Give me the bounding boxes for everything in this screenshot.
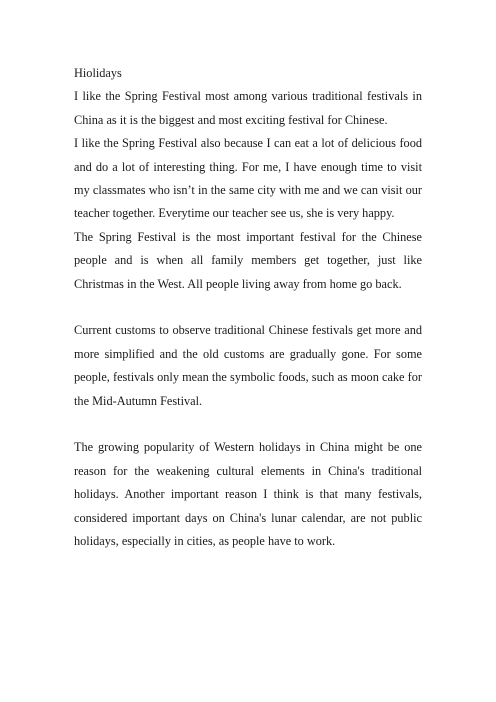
paragraph-current-customs: Current customs to observe traditional Chinese festivals get more and more simplified and the old customs are gradually gone. For some people, festivals only mean the symbolic foods, such as moon cake for the Mid-Autumn Festival. [74,323,422,408]
paragraph-family-reunion: The Spring Festival is the most important festival for the Chinese people and is when all family members get together, just like Christmas in the West. All people living away from home go back. [74,229,422,291]
paragraph-spring-festival-favorite: I like the Spring Festival most among various traditional festivals in China as it is the biggest and most exciting festival for Chinese. [74,89,422,127]
paragraph-spacer [74,413,422,436]
paragraph-food-and-visits: I like the Spring Festival also because I can eat a lot of delicious food and do a lot of interesting thing. For me, I have enough time to visit my classmates who isn’t in the same city with me and we can visit our teacher together. Everytime our teacher see us, she is very happy. [74,136,422,221]
paragraph-western-holidays: The growing popularity of Western holidays in China might be one reason for the weakening cultural elements in China's traditional holidays. Another important reason I think is that many festivals, considered important days on China's lunar calendar, are not public holidays, especially in cities, as people have to work. [74,440,422,549]
document-title: Hiolidays [74,66,122,80]
paragraph-spacer [74,296,422,319]
document-page [74,62,422,554]
